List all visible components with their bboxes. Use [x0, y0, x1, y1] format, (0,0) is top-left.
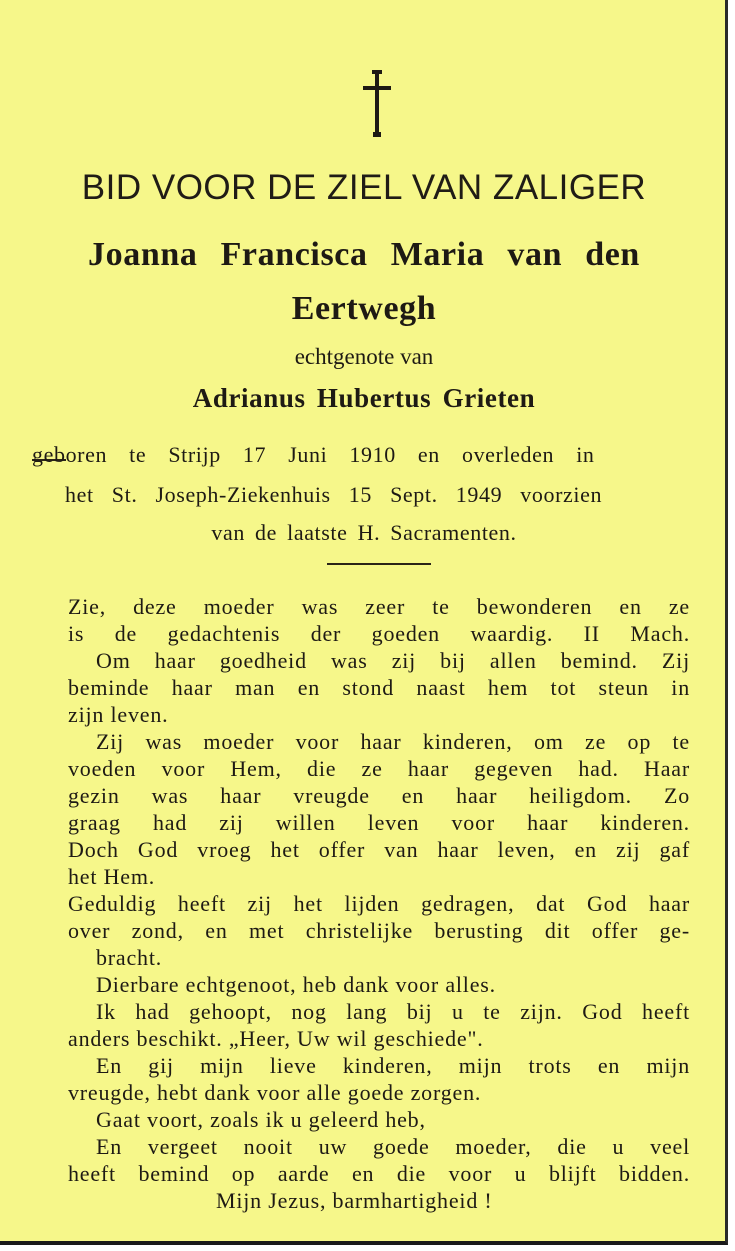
- poem-line: En gij mijn lieve kinderen, mijn trots en mijn: [96, 1053, 690, 1078]
- poem-line: Doch God vroeg het offer van haar leven, en zij gaf: [68, 837, 690, 862]
- poem-line: Geduldig heeft zij het lijden gedragen, dat God haar: [68, 891, 690, 916]
- poem-line: Mijn Jezus, barmhartigheid !: [216, 1188, 493, 1213]
- poem-line: Ik had gehoopt, nog lang bij u te zijn. God heeft: [96, 999, 690, 1024]
- poem-line: En vergeet nooit uw goede moeder, die u veel: [96, 1134, 690, 1159]
- spouse-label: echtgenote van: [294, 344, 434, 369]
- divider-rule: [327, 563, 431, 565]
- poem-line: is de gedachtenis der goeden waardig. II Mach.: [68, 621, 690, 646]
- poem-line: bracht.: [96, 945, 163, 970]
- poem-line: Zij was moeder voor haar kinderen, om ze op te: [96, 729, 690, 754]
- poem-line: anders beschikt. „Heer, Uw wil geschiede".: [68, 1026, 484, 1051]
- poem-line: graag had zij willen leven voor haar kinderen.: [68, 810, 690, 835]
- poem-line: heeft bemind op aarde en die voor u blijft bidden.: [68, 1161, 690, 1186]
- spouse-name: Adrianus Hubertus Grieten: [192, 383, 536, 413]
- poem-line: het Hem.: [68, 864, 156, 889]
- deceased-name-line1: Joanna Francisca Maria van den: [88, 236, 640, 273]
- poem-line: voeden voor Hem, die ze haar gegeven had. Haar: [68, 756, 690, 781]
- deceased-name-line2: Eertwegh: [291, 290, 437, 327]
- poem-line: zijn leven.: [68, 702, 169, 727]
- poem-line: Dierbare echtgenoot, heb dank voor alles.: [96, 972, 496, 997]
- dates-line2: het St. Joseph-Ziekenhuis 15 Sept. 1949 voorzien: [65, 482, 603, 507]
- poem-line: gezin was haar vreugde en haar heiligdom. Zo: [68, 783, 690, 808]
- poem-line: vreugde, hebt dank voor alle goede zorgen.: [68, 1080, 482, 1105]
- dates-line1: geboren te Strijp 17 Juni 1910 en overleden in: [32, 442, 595, 467]
- cross-icon: [360, 70, 394, 138]
- poem-line: Gaat voort, zoals ik u geleerd heb,: [96, 1107, 426, 1132]
- poem-line: over zond, en met christelijke berusting dit offer ge-: [68, 918, 690, 943]
- poem-line: beminde haar man en stond naast hem tot steun in: [68, 675, 690, 700]
- dates-line3: van de laatste H. Sacramenten.: [211, 520, 517, 545]
- poem-line: Zie, deze moeder was zeer te bewonderen en ze: [68, 594, 690, 619]
- poem-line: Om haar goedheid was zij bij allen bemind. Zij: [96, 648, 690, 673]
- prayer-heading: BID VOOR DE ZIEL VAN ZALIGER: [81, 168, 647, 207]
